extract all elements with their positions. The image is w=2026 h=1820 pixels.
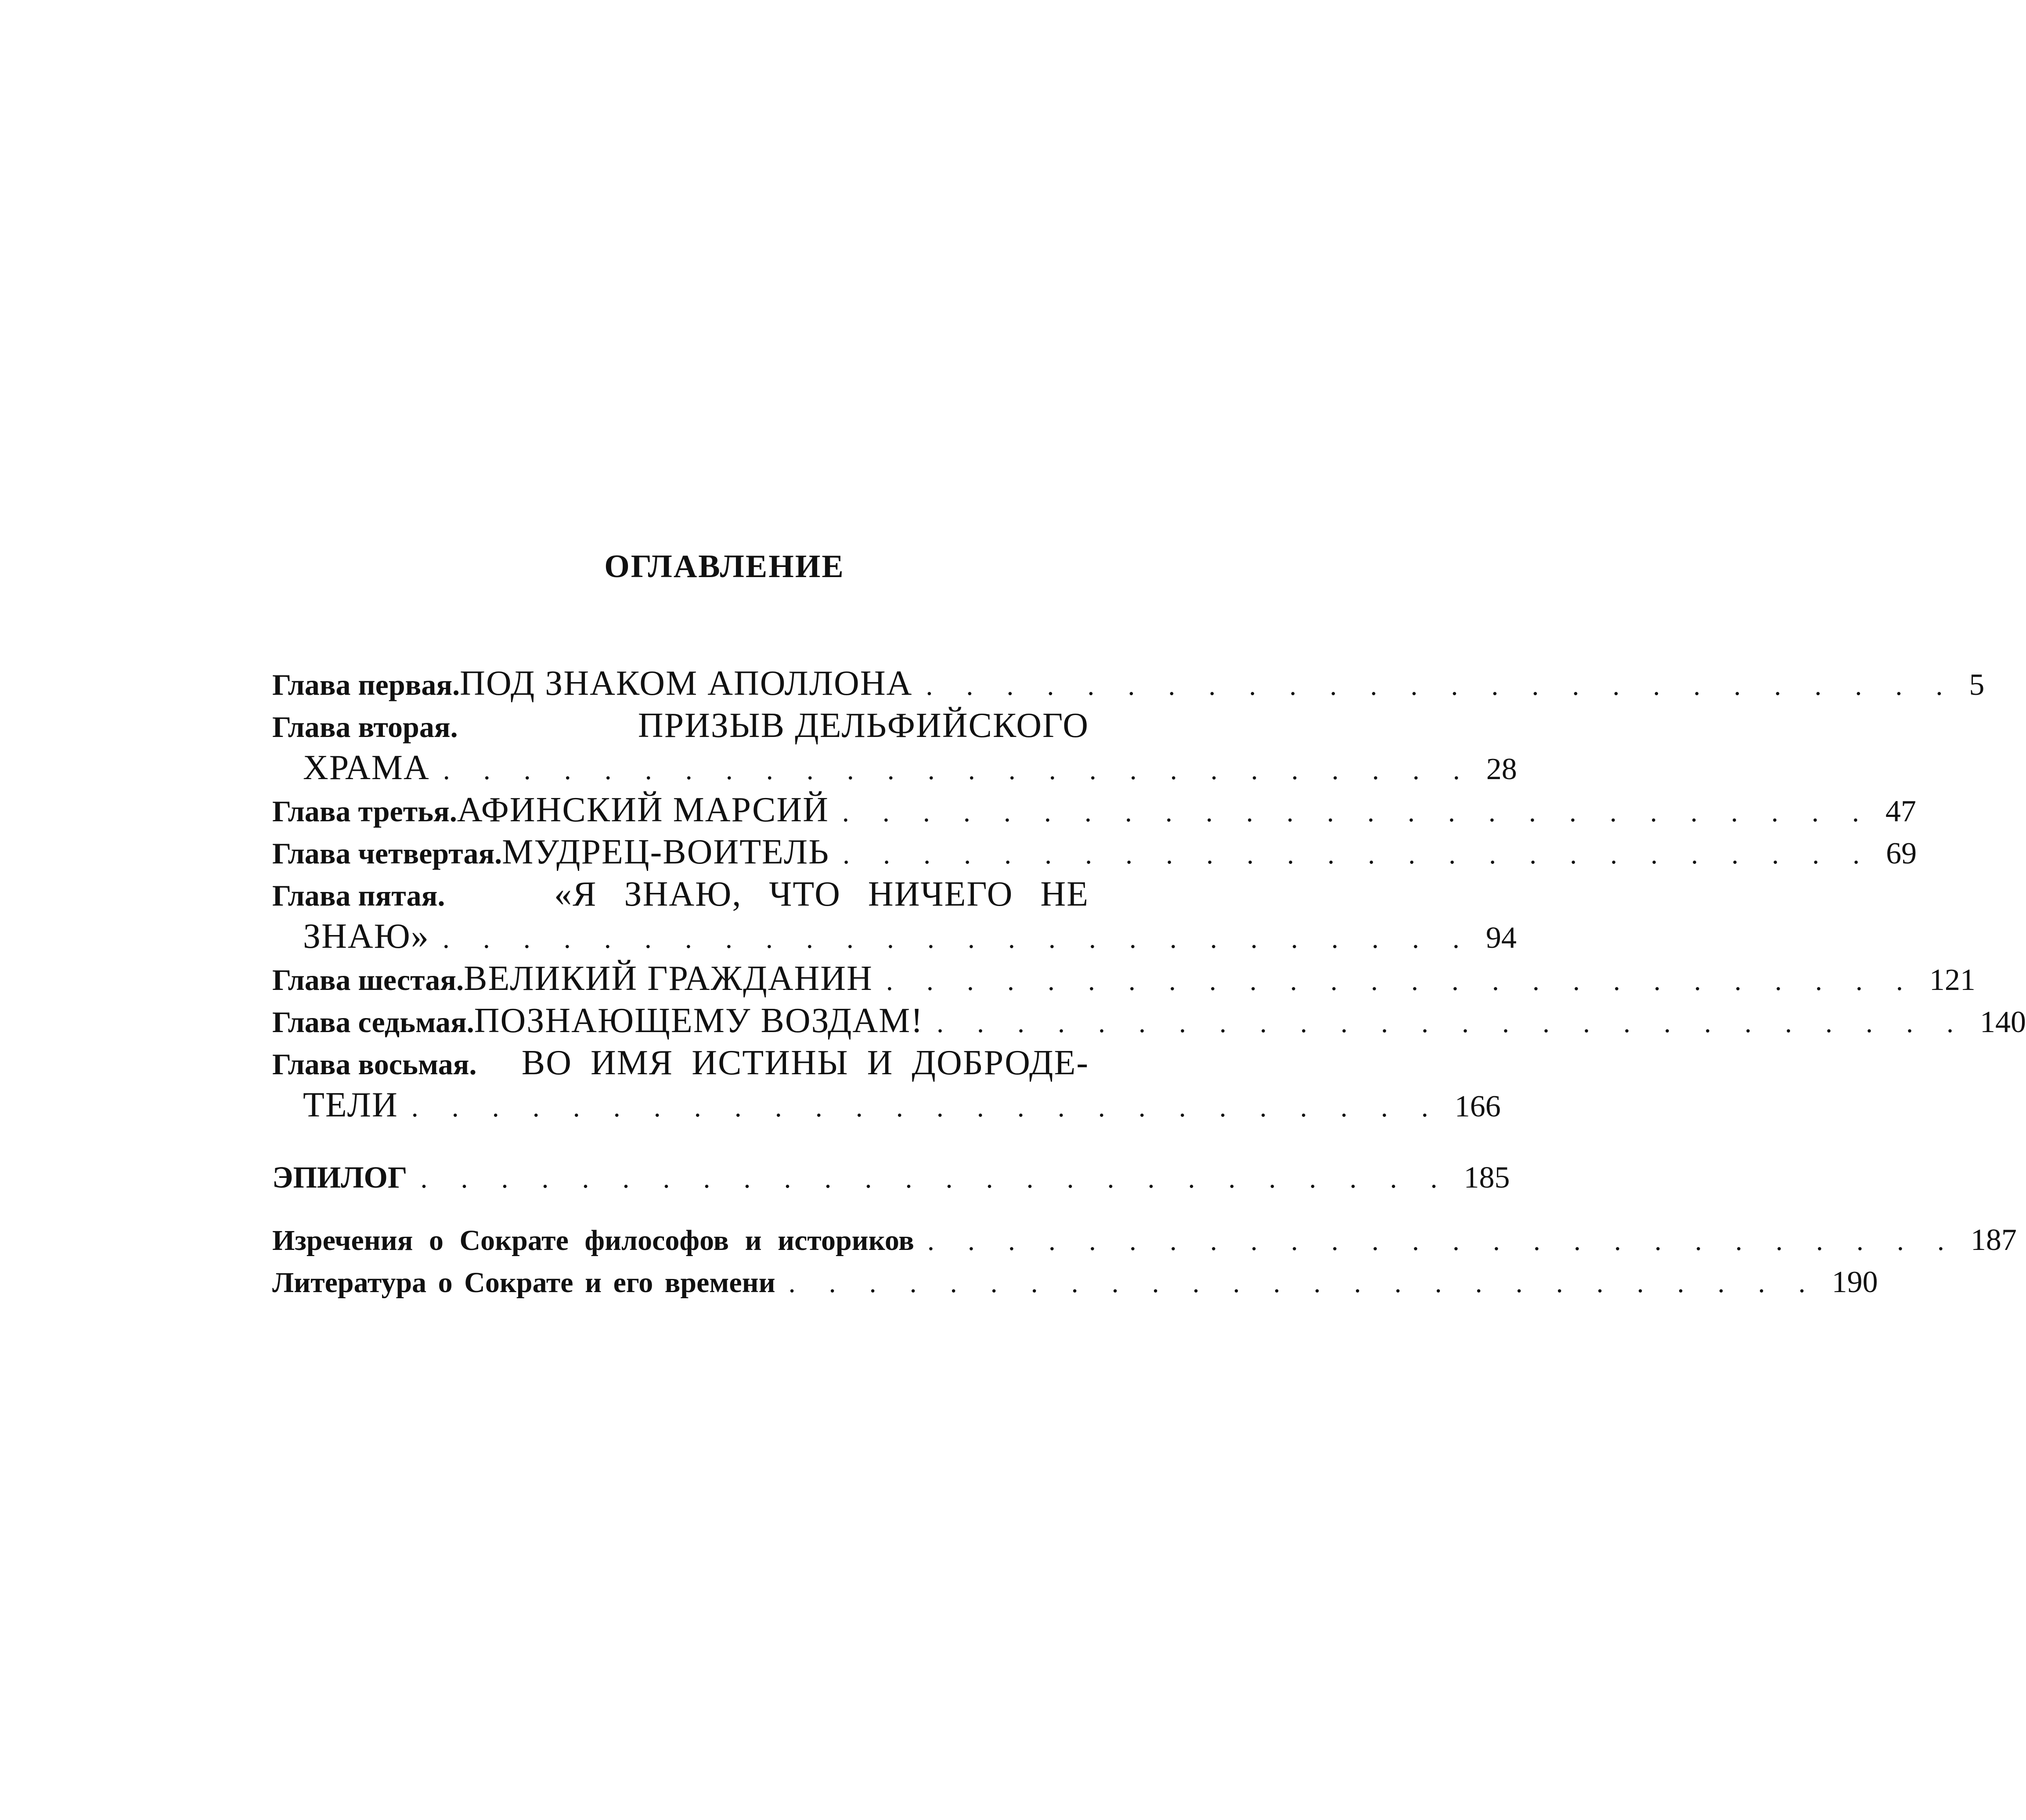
- leader-dots: . . . . . . . . . . . . . . . . . . . . . . . . . .: [842, 796, 1872, 827]
- leader-dots: . . . . . . . . . . . . . . . . . . . . . . . . . .: [926, 670, 1956, 701]
- leader-dots: . . . . . . . . . . . . . . . . . . . . . . . . . .: [936, 1007, 1967, 1038]
- chapter-label: Глава вторая.: [272, 710, 458, 744]
- toc-entry-appendix-2[interactable]: [272, 1261, 1878, 1304]
- chapter-title: МУДРЕЦ-ВОИТЕЛЬ: [502, 833, 830, 871]
- toc-entry-chapter-5[interactable]: [272, 873, 1517, 957]
- chapter-label: Глава восьмая.: [272, 1047, 477, 1081]
- toc-entry-chapter-7[interactable]: [272, 1000, 2026, 1042]
- page-number: 47: [1885, 794, 1916, 828]
- page-number: 185: [1464, 1161, 1510, 1195]
- toc-heading: ОГЛАВЛЕНИЕ: [604, 549, 845, 585]
- chapter-label: Глава третья.: [272, 794, 457, 828]
- chapter-title: ПОД ЗНАКОМ АПОЛЛОНА: [460, 664, 913, 703]
- toc-entry-chapter-6[interactable]: [272, 957, 1976, 1000]
- toc-entry-chapter-4[interactable]: [272, 831, 1917, 873]
- chapter-label: Глава пятая.: [272, 879, 445, 912]
- chapter-label: Глава четвертая.: [272, 837, 502, 870]
- page-number: 190: [1831, 1265, 1878, 1299]
- appendix-title: Изречения о Сократе философов и историков: [272, 1224, 914, 1257]
- page-number: 94: [1485, 921, 1517, 955]
- leader-dots: . . . . . . . . . . . . . . . . . . . . . . . . . .: [886, 965, 1916, 996]
- toc-entry-chapter-1[interactable]: [272, 662, 1985, 704]
- leader-dots: . . . . . . . . . . . . . . . . . . . . . . . . . .: [843, 838, 1873, 870]
- chapter-label: Глава седьмая.: [272, 1005, 474, 1039]
- table-of-contents: [272, 545, 2026, 1304]
- chapter-title: ПОЗНАЮЩЕМУ ВОЗДАМ!: [474, 1001, 923, 1040]
- chapter-label: Глава шестая.: [272, 963, 464, 997]
- chapter-title: ВО ИМЯ ИСТИНЫ И ДОБРОДЕ-: [521, 1044, 1089, 1082]
- epilogue-title: ЭПИЛОГ: [272, 1161, 407, 1195]
- page-number: 140: [1979, 1005, 2026, 1039]
- chapter-title-continued: ЗНАЮ»: [303, 917, 429, 956]
- chapter-title: АФИНСКИЙ МАРСИЙ: [457, 791, 829, 829]
- page-number: 121: [1929, 963, 1976, 997]
- page-number: 5: [1969, 668, 1985, 702]
- leader-dots: . . . . . . . . . . . . . . . . . . . . . . . . . .: [788, 1267, 1819, 1298]
- leader-dots: . . . . . . . . . . . . . . . . . . . . . . . . . .: [411, 1091, 1442, 1123]
- chapter-title: ВЕЛИКИЙ ГРАЖДАНИН: [464, 959, 873, 998]
- toc-entry-epilogue[interactable]: [272, 1157, 1510, 1199]
- leader-dots: . . . . . . . . . . . . . . . . . . . . . . . . . .: [443, 754, 1473, 785]
- chapter-title: ПРИЗЫВ ДЕЛЬФИЙСКОГО: [638, 706, 1089, 745]
- toc-entry-chapter-8[interactable]: [272, 1042, 1501, 1126]
- page-number: 69: [1886, 837, 1917, 870]
- appendix-title: Литература о Сократе и его времени: [272, 1267, 775, 1299]
- leader-dots: . . . . . . . . . . . . . . . . . . . . . . . . . .: [442, 923, 1473, 954]
- chapter-title-continued: ХРАМА: [303, 748, 430, 787]
- chapter-label: Глава первая.: [272, 668, 460, 701]
- toc-entry-chapter-3[interactable]: [272, 789, 1916, 831]
- leader-dots: . . . . . . . . . . . . . . . . . . . . . . . . . .: [420, 1163, 1451, 1194]
- page-number: 187: [1970, 1223, 2017, 1257]
- chapter-title: «Я ЗНАЮ, ЧТО НИЧЕГО НЕ: [554, 875, 1089, 914]
- chapter-title-continued: ТЕЛИ: [303, 1086, 398, 1124]
- toc-entry-appendix-1[interactable]: [272, 1219, 2017, 1261]
- page-number: 28: [1486, 752, 1517, 786]
- page-number: 166: [1454, 1090, 1501, 1123]
- toc-entry-chapter-2[interactable]: [272, 704, 1517, 789]
- leader-dots: . . . . . . . . . . . . . . . . . . . . . . . . . .: [927, 1225, 1958, 1256]
